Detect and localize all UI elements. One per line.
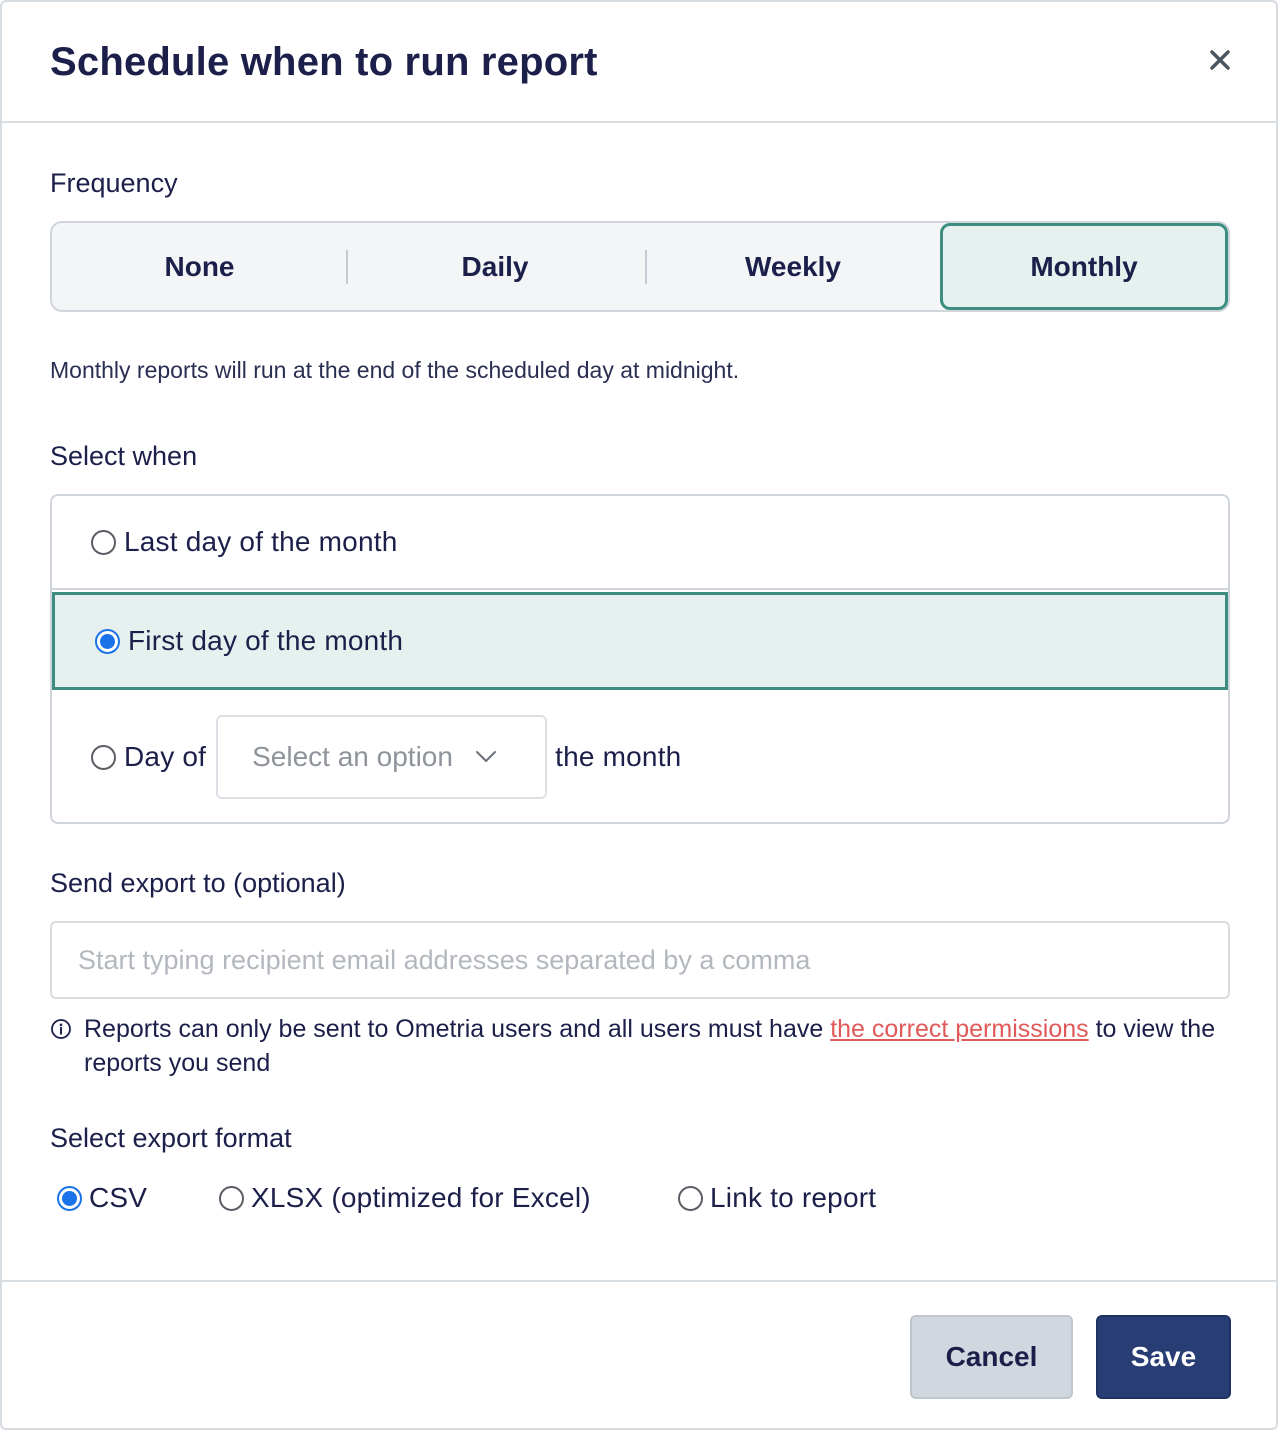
select-when-options [50, 494, 1230, 824]
radio-last-day[interactable] [91, 530, 116, 555]
frequency-segmented-control [50, 221, 1230, 312]
modal-footer [2, 1280, 1276, 1430]
info-text-suffix: to view the reports you send [84, 1015, 1216, 1077]
radio-first-day[interactable] [95, 629, 120, 654]
frequency-option-daily[interactable]: Daily [461, 250, 529, 282]
day-select-dropdown[interactable] [216, 715, 547, 799]
export-format-label: Select export format [50, 1123, 292, 1153]
chevron-down-icon [475, 750, 497, 764]
option-first-day[interactable] [52, 592, 1228, 690]
send-export-label: Send export to (optional) [50, 868, 346, 898]
close-button[interactable] [1202, 42, 1238, 78]
format-csv-label: CSV [89, 1182, 148, 1213]
modal-header [2, 2, 1276, 123]
format-link-label: Link to report [710, 1182, 877, 1213]
permissions-info-text [84, 1012, 1244, 1080]
recipient-email-input[interactable] [50, 921, 1230, 999]
option-first-day-label: First day of the month [128, 625, 404, 656]
format-option-csv[interactable] [57, 1182, 147, 1214]
close-icon [1209, 49, 1231, 71]
day-select-placeholder: Select an option [252, 741, 453, 772]
radio-link[interactable] [678, 1186, 703, 1211]
option-last-day[interactable] [52, 496, 1228, 590]
radio-xlsx[interactable] [219, 1186, 244, 1211]
format-xlsx-label: XLSX (optimized for Excel) [251, 1182, 591, 1213]
modal-title: Schedule when to run report [50, 40, 598, 84]
format-option-link[interactable] [678, 1182, 876, 1214]
option-last-day-label: Last day of the month [124, 526, 398, 557]
frequency-option-weekly[interactable]: Weekly [745, 250, 841, 282]
correct-permissions-link[interactable]: the correct permissions [830, 1015, 1089, 1043]
frequency-option-none[interactable]: None [164, 250, 235, 282]
option-day-of-suffix: the month [555, 741, 682, 772]
format-option-xlsx[interactable] [219, 1182, 591, 1214]
segment-divider [645, 250, 647, 284]
save-button[interactable]: Save [1096, 1315, 1231, 1399]
frequency-option-monthly[interactable]: Monthly [940, 223, 1228, 310]
cancel-button[interactable]: Cancel [910, 1315, 1073, 1399]
radio-day-of[interactable] [91, 745, 116, 770]
radio-csv[interactable] [57, 1186, 82, 1211]
frequency-help-text: Monthly reports will run at the end of the scheduled day at midnight. [50, 357, 740, 383]
select-when-label: Select when [50, 441, 198, 471]
option-day-of[interactable] [52, 692, 1228, 822]
option-day-of-prefix: Day of [124, 741, 207, 772]
info-text-prefix: Reports can only be sent to Ometria users and all users must have [84, 1015, 831, 1043]
info-icon [50, 1018, 72, 1045]
frequency-label: Frequency [50, 168, 178, 198]
